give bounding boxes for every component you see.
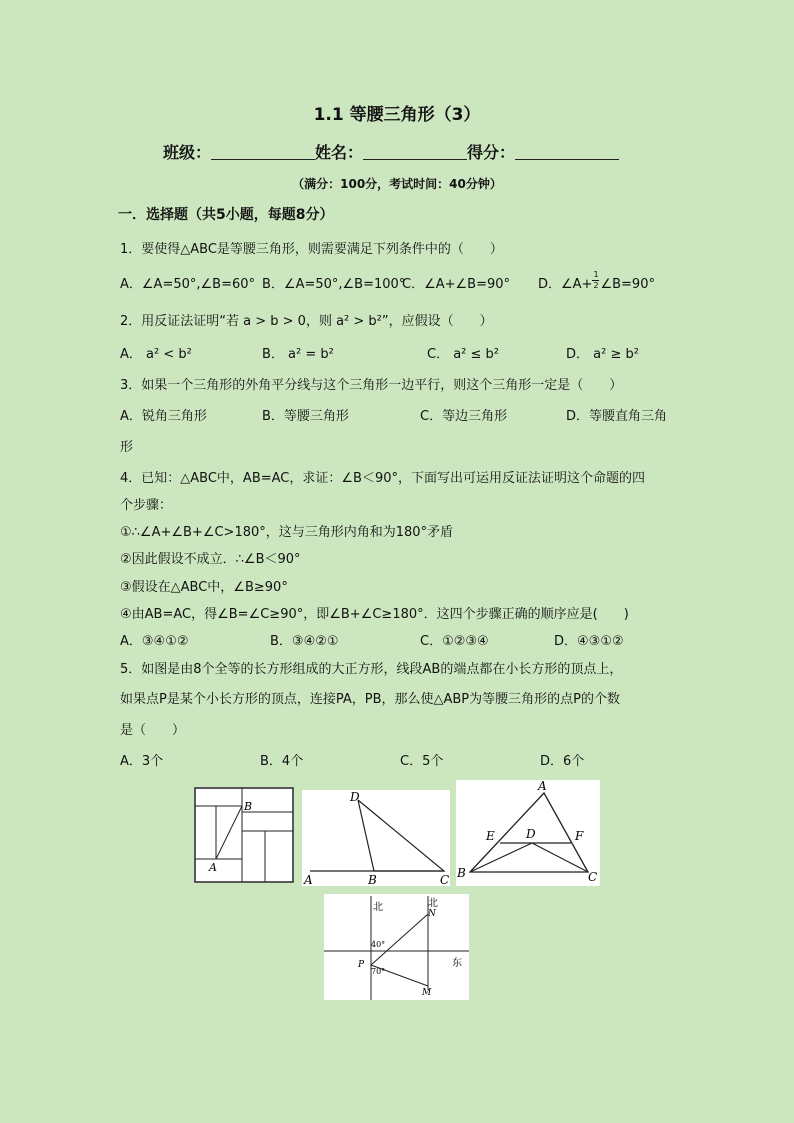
name-label: 姓名： [315, 143, 364, 162]
class-blank [211, 143, 315, 160]
q5-stem-line1: 5．如图是由8个全等的长方形组成的大正方形，线段AB的端点都在小长方形的顶点上， [120, 662, 623, 677]
q3-option-d-wrap: 形 [120, 440, 134, 455]
fig4-label-n: N [428, 909, 436, 919]
q4-step-3: ③假设在△ABC中，∠B≥90° [120, 580, 288, 595]
q2-option-a: A． a² < b² [120, 347, 192, 362]
fig4-angle-70: 70° [371, 967, 386, 976]
q4-option-d: D．④③①② [554, 634, 624, 649]
q4-step-4: ④由AB=AC，得∠B=∠C≥90°，即∠B+∠C≥180°．这四个步骤正确的顺序应是( ) [120, 607, 629, 622]
fig4-label-m: M [422, 988, 432, 998]
q3-option-c: C．等边三角形 [420, 409, 508, 424]
q4-option-c: C．①②③④ [420, 634, 489, 649]
fig3-label-b: B [457, 866, 466, 880]
fig4-angle-40: 40° [371, 940, 386, 949]
exam-note: （满分：100分，考试时间：40分钟） [292, 177, 502, 191]
fig3-label-f: F [575, 829, 584, 843]
q5-option-b: B．4个 [260, 754, 304, 769]
q1-option-b: B．∠A=50°,∠B=100° [262, 277, 406, 292]
q1-option-c: C．∠A+∠B=90° [402, 277, 511, 292]
q3-option-d: D．等腰直角三角 [566, 409, 668, 424]
q1-option-a: A．∠A=50°,∠B=60° [120, 277, 256, 292]
figure-compass [324, 894, 469, 1000]
q3-option-b: B．等腰三角形 [262, 409, 349, 424]
q3-option-a: A．锐角三角形 [120, 409, 207, 424]
q2-option-b: B． a² = b² [262, 347, 334, 362]
q5-option-d: D．6个 [540, 754, 585, 769]
fig2-label-b: B [368, 873, 377, 886]
fig3-label-a: A [538, 780, 547, 793]
figure-triangle-abc-ef [456, 780, 600, 886]
q4-option-b: B．③④②① [270, 634, 339, 649]
fig4-east-label: 东 [452, 958, 462, 969]
q4-step-2: ②因此假设不成立．∴∠B＜90° [120, 552, 301, 567]
q5-option-a: A．3个 [120, 754, 164, 769]
q1-option-d: D．∠A+ $\frac{1}{2}$ ∠B=90° [538, 270, 655, 292]
score-blank [515, 143, 619, 160]
name-blank [363, 143, 467, 160]
q3-stem: 3．如果一个三角形的外角平分线与这个三角形一边平行，则这个三角形一定是（ ） [120, 378, 623, 393]
q5-option-c: C．5个 [400, 754, 444, 769]
fraction-half: $\frac{1}{2}$ [593, 270, 599, 290]
fig3-label-d: D [526, 827, 536, 841]
q2-option-c: C． a² ≤ b² [427, 347, 500, 362]
page-title: 1.1 等腰三角形（3） [313, 105, 481, 125]
fig2-label-a: A [304, 873, 313, 886]
q4-step-1: ①∴∠A+∠B+∠C>180°，这与三角形内角和为180°矛盾 [120, 525, 454, 540]
fig2-label-d: D [350, 790, 360, 804]
fig3-label-e: E [486, 829, 495, 843]
class-label: 班级： [163, 143, 212, 162]
student-info [163, 140, 643, 163]
figure-triangle-dbc [302, 790, 450, 886]
q4-stem-line2: 个步骤： [120, 498, 173, 513]
fig4-north-label-2: 北 [428, 898, 438, 909]
score-label: 得分： [467, 143, 516, 162]
q4-stem-line1: 4．已知：△ABC中，AB=AC，求证：∠B＜90°，下面写出可运用反证法证明这个命题的四 [120, 471, 645, 486]
q4-option-a: A．③④①② [120, 634, 189, 649]
fig1-label-b: B [244, 800, 253, 813]
figure-rectangles [194, 787, 294, 883]
fig4-north-label-1: 北 [373, 902, 383, 913]
section-heading: 一．选择题（共5小题，每题8分） [118, 207, 334, 223]
fig3-label-c: C [588, 870, 598, 884]
fig2-label-c: C [440, 873, 450, 886]
q5-stem-line3: 是（ ） [120, 723, 186, 738]
fig4-label-p: P [358, 960, 365, 970]
q2-option-d: D． a² ≥ b² [566, 347, 639, 362]
q2-stem: 2．用反证法证明“若 a > b > 0，则 a² > b²”，应假设（ ） [120, 314, 493, 329]
q1-stem: 1．要使得△ABC是等腰三角形，则需要满足下列条件中的（ ） [120, 242, 503, 257]
q5-stem-line2: 如果点P是某个小长方形的顶点，连接PA，PB，那么使△ABP为等腰三角形的点P的个数 [120, 692, 620, 707]
fig1-label-a: A [209, 861, 217, 874]
